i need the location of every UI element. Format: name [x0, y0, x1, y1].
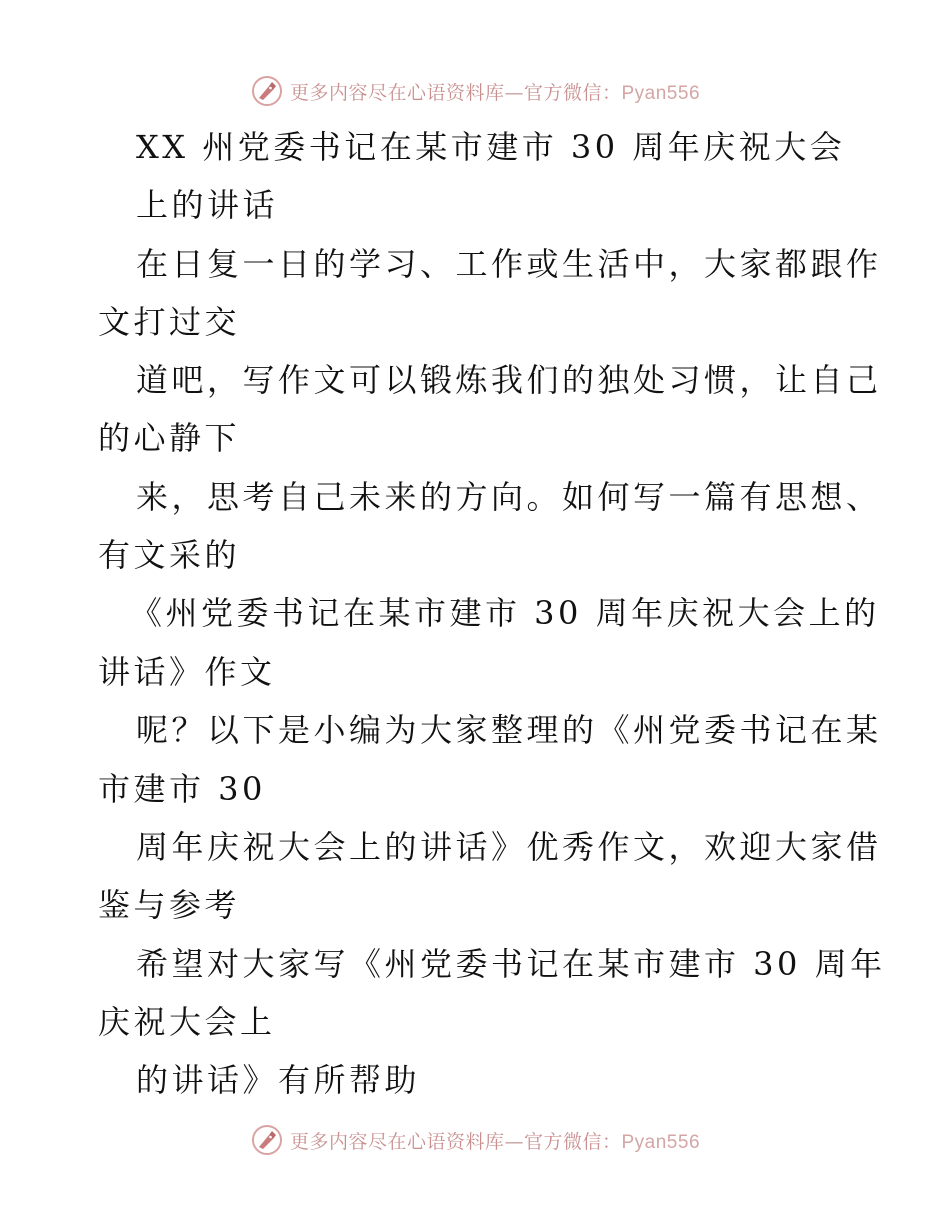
paragraph-line: 市建市 30 [98, 770, 266, 808]
footer-watermark [0, 1120, 950, 1160]
watermark-text: 更多内容尽在心语资料库—官方微信：Pyan556 [289, 81, 701, 104]
paragraph-line: 《州党委书记在某市建市 30 周年庆祝大会上的 [130, 594, 880, 632]
paragraph-line: 文打过交 [98, 303, 241, 341]
paragraph-line: 周年庆祝大会上的讲话》优秀作文，欢迎大家借 [136, 828, 882, 866]
paragraph-line: 希望对大家写《州党委书记在某市建市 30 周年 [136, 945, 886, 983]
document-title-line: 上的讲话 [136, 186, 279, 224]
paragraph-line: 讲话》作文 [98, 653, 276, 691]
paragraph-line: 道吧，写作文可以锻炼我们的独处习惯，让自己 [136, 361, 882, 399]
paragraph-line: 的讲话》有所帮助 [136, 1061, 421, 1099]
paragraph-line: 呢？以下是小编为大家整理的《州党委书记在某 [136, 711, 882, 749]
paragraph-line: 庆祝大会上 [98, 1003, 276, 1041]
paragraph-line: 鉴与参考 [98, 886, 241, 924]
paragraph-line: 来，思考自己未来的方向。如何写一篇有思想、 [136, 478, 882, 516]
paragraph-line: 在日复一日的学习、工作或生活中，大家都跟作 [136, 245, 882, 283]
pen-nib-logo-icon [250, 1123, 284, 1157]
paragraph-line: 有文采的 [98, 536, 241, 574]
paragraph-line: 的心静下 [98, 419, 241, 457]
watermark-text: 更多内容尽在心语资料库—官方微信：Pyan556 [289, 1130, 701, 1153]
document-title-line: XX 州党委书记在某市建市 30 周年庆祝大会 [136, 128, 846, 166]
